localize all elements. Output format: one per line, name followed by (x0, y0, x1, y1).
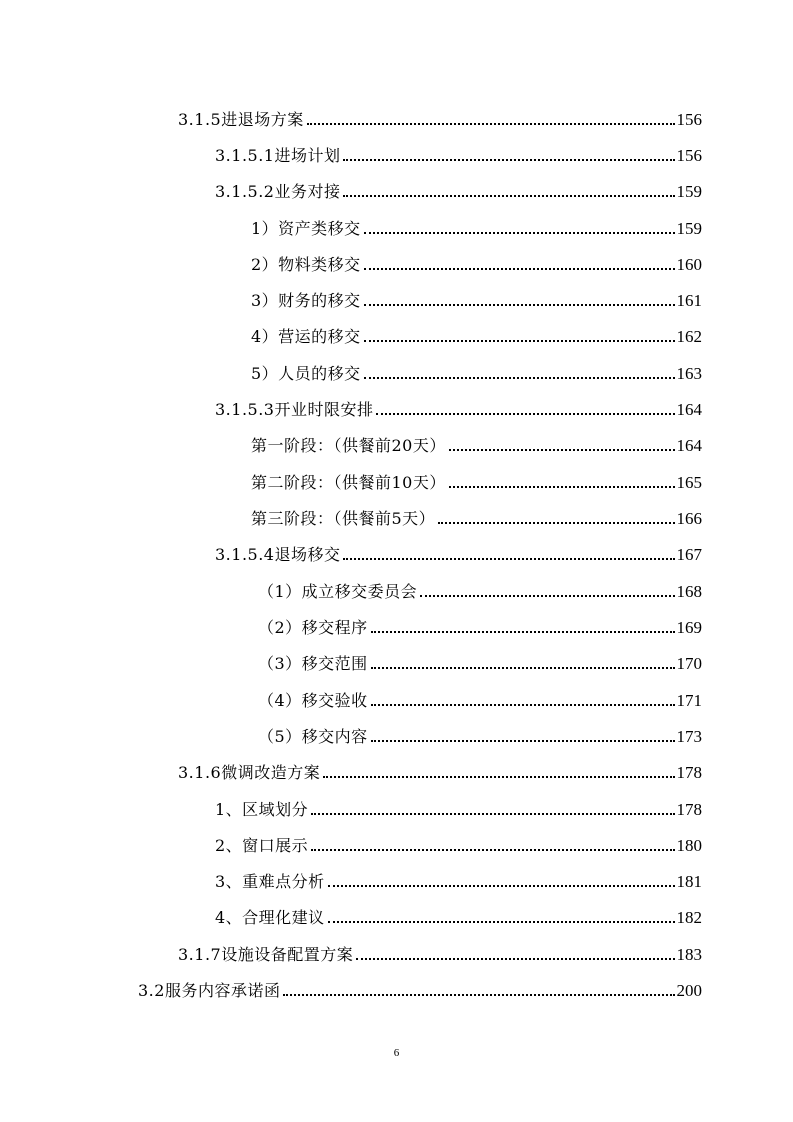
toc-entry[interactable] (215, 904, 702, 928)
toc-entry[interactable] (258, 650, 702, 674)
toc-entry-page: 167 (676, 545, 702, 564)
toc-entry-page: 169 (676, 618, 702, 637)
toc-entry-title: 4、合理化建议 (215, 908, 325, 927)
toc-entry-title: 2）物料类移交 (251, 255, 361, 274)
toc-entry-page: 164 (676, 436, 702, 455)
toc-entry-title: 2、窗口展示 (215, 836, 309, 855)
toc-entry-title: 第三阶段：（供餐前5天） (251, 509, 436, 528)
toc-entry-title: （3）移交范围 (258, 654, 368, 673)
dot-leader (343, 195, 674, 197)
toc-entry-title: （4）移交验收 (258, 691, 368, 710)
toc-entry-page: 166 (676, 509, 702, 528)
toc-entry[interactable] (215, 868, 702, 892)
toc-entry[interactable] (258, 578, 702, 602)
toc-entry-title: 1、区域划分 (215, 800, 309, 819)
dot-leader (364, 377, 675, 379)
toc-entry[interactable] (251, 287, 702, 311)
toc-entry[interactable] (258, 723, 702, 747)
dot-leader (311, 849, 674, 851)
toc-entry-page: 178 (676, 800, 702, 819)
toc-entry-title: 3.1.5.3开业时限安排 (215, 400, 374, 419)
toc-entry-page: 180 (676, 836, 702, 855)
toc-entry[interactable] (251, 432, 702, 456)
toc-entry[interactable] (251, 323, 702, 347)
dot-leader (371, 667, 675, 669)
toc-entry-title: 3.1.5.1进场计划 (215, 146, 341, 165)
toc-entry-page: 161 (676, 291, 702, 310)
toc-entry-page: 182 (676, 908, 702, 927)
toc-entry-page: 168 (676, 582, 702, 601)
dot-leader (311, 813, 674, 815)
dot-leader (328, 885, 675, 887)
toc-entry[interactable] (215, 178, 702, 202)
toc-entry[interactable] (251, 215, 702, 239)
dot-leader (364, 340, 675, 342)
toc-entry-title: 3.1.5.2业务对接 (215, 182, 341, 201)
dot-leader (364, 232, 675, 234)
toc-entry-page: 164 (676, 400, 702, 419)
dot-leader (449, 449, 675, 451)
toc-entry[interactable] (258, 614, 702, 638)
toc-entry[interactable] (178, 106, 702, 130)
toc-entry-title: 3、重难点分析 (215, 872, 325, 891)
toc-entry[interactable] (138, 977, 702, 1001)
toc-entry-title: 1）资产类移交 (251, 219, 361, 238)
page-number: 6 (393, 1047, 400, 1059)
toc-entry-title: 3.1.5进退场方案 (178, 110, 304, 129)
toc-entry-page: 159 (676, 182, 702, 201)
toc-entry-page: 162 (676, 327, 702, 346)
dot-leader (449, 486, 675, 488)
toc-entry-title: （2）移交程序 (258, 618, 368, 637)
dot-leader (371, 740, 675, 742)
toc-entry-page: 156 (676, 110, 702, 129)
toc-entry[interactable] (251, 505, 702, 529)
toc-entry-title: （5）移交内容 (258, 727, 368, 746)
dot-leader (323, 776, 674, 778)
toc-entry[interactable] (178, 759, 702, 783)
toc-entry-page: 156 (676, 146, 702, 165)
toc-entry[interactable] (178, 941, 702, 965)
toc-entry-page: 165 (676, 473, 702, 492)
toc-entry[interactable] (251, 469, 702, 493)
dot-leader (343, 558, 674, 560)
toc-entry[interactable] (251, 251, 702, 275)
toc-entry[interactable] (215, 142, 702, 166)
toc-entry-page: 163 (676, 364, 702, 383)
dot-leader (371, 631, 675, 633)
toc-entry-title: 5）人员的移交 (251, 364, 361, 383)
dot-leader (364, 268, 675, 270)
toc-entry-title: 第一阶段：（供餐前20天） (251, 436, 446, 455)
dot-leader (343, 159, 674, 161)
toc-entry[interactable] (215, 541, 702, 565)
toc-entry-title: 4）营运的移交 (251, 327, 361, 346)
dot-leader (371, 704, 675, 706)
toc-entry-title: 3.1.6微调改造方案 (178, 763, 321, 782)
toc-entry-page: 171 (676, 691, 702, 710)
dot-leader (420, 595, 674, 597)
dot-leader (364, 304, 675, 306)
toc-entry[interactable] (215, 396, 702, 420)
toc-entry-page: 160 (676, 255, 702, 274)
dot-leader (328, 921, 675, 923)
dot-leader (307, 123, 675, 125)
toc-entry-title: 第二阶段：（供餐前10天） (251, 473, 446, 492)
dot-leader (438, 522, 674, 524)
toc-entry[interactable] (258, 687, 702, 711)
toc-entry-title: 3.1.7设施设备配置方案 (178, 945, 354, 964)
dot-leader (376, 413, 674, 415)
dot-leader (356, 958, 674, 960)
toc-entry-page: 200 (676, 981, 702, 1000)
toc-entry-title: 3.2服务内容承诺函 (138, 981, 281, 1000)
toc-entry-title: （1）成立移交委员会 (258, 582, 418, 601)
toc-entry[interactable] (215, 832, 702, 856)
toc-entry-page: 183 (676, 945, 702, 964)
toc-entry-page: 181 (676, 872, 702, 891)
toc-entry-page: 173 (676, 727, 702, 746)
toc-entry-title: 3）财务的移交 (251, 291, 361, 310)
toc-entry-page: 178 (676, 763, 702, 782)
toc-entry-title: 3.1.5.4退场移交 (215, 545, 341, 564)
toc-entry[interactable] (251, 360, 702, 384)
toc-entry[interactable] (215, 796, 702, 820)
dot-leader (283, 994, 674, 996)
toc-entry-page: 159 (676, 219, 702, 238)
toc-entry-page: 170 (676, 654, 702, 673)
